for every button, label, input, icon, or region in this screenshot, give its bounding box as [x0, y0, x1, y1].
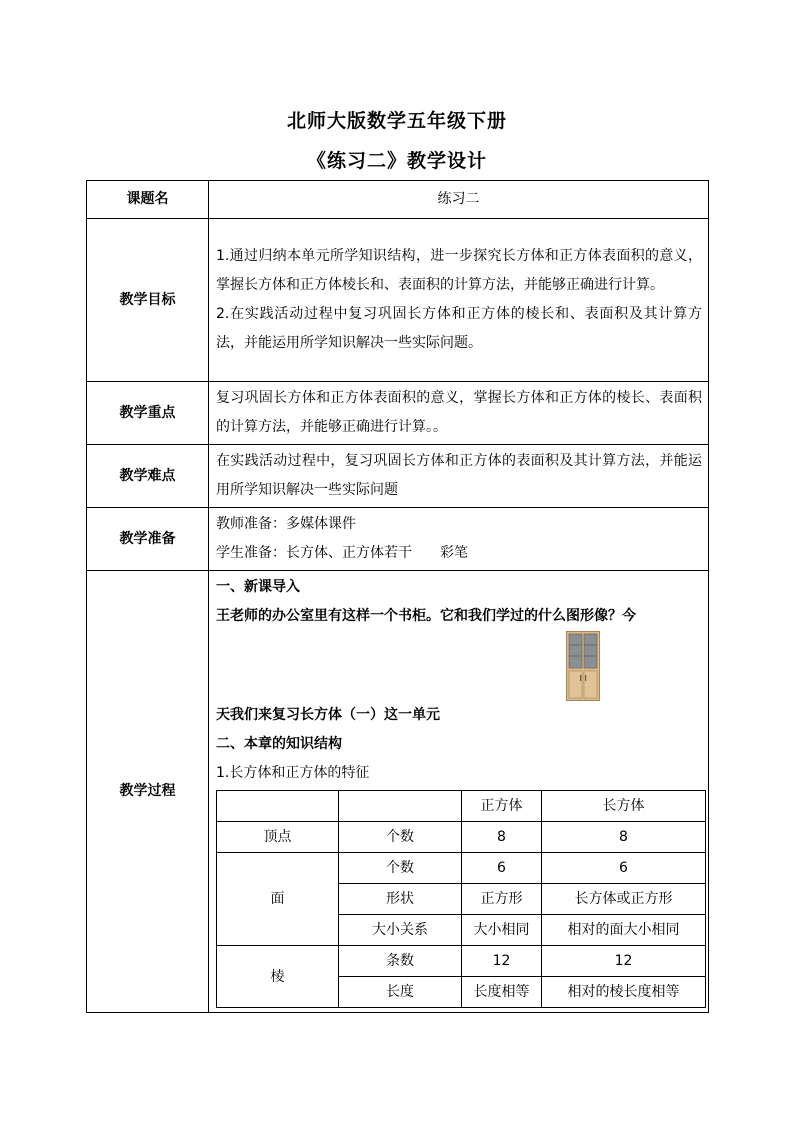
group-cell: 棱 — [217, 946, 339, 1008]
value-cell: 12 — [462, 946, 542, 977]
header-cell — [217, 791, 339, 822]
subsection-heading: 1.长方体和正方体的特征 — [216, 765, 370, 781]
table-row — [87, 508, 709, 571]
goals-content — [209, 219, 709, 382]
section-heading: 二、本章的知识结构 — [216, 736, 342, 752]
difficulties-content: 在实践活动过程中，复习巩固长方体和正方体的表面积及其计算方法，并能运用所学知识解决一些实际问题 — [209, 445, 709, 508]
key-points-label: 教学重点 — [87, 382, 209, 445]
value-cell: 长方体或正方形 — [542, 884, 706, 915]
table-row — [217, 946, 706, 977]
page-subtitle: 《练习二》教学设计 — [306, 150, 487, 172]
preparation-label: 教学准备 — [87, 508, 209, 571]
teacher-preparation: 教师准备：多媒体课件 — [216, 516, 356, 532]
topic-label: 课题名 — [87, 181, 209, 219]
value-cell: 8 — [462, 822, 542, 853]
attr-cell: 个数 — [339, 822, 462, 853]
goal-item: 2.在实践活动过程中复习巩固长方体和正方体的棱长和、表面积及其计算方法，并能运用所学知识解决一些实际问题。 — [216, 306, 702, 351]
group-cell: 面 — [217, 853, 339, 946]
page-title: 北师大版数学五年级下册 — [286, 110, 507, 132]
value-cell: 6 — [542, 853, 706, 884]
header-cell — [339, 791, 462, 822]
attr-cell: 个数 — [339, 853, 462, 884]
table-row — [87, 571, 709, 1013]
preparation-content — [209, 508, 709, 571]
bookcase-image — [566, 631, 600, 701]
process-label: 教学过程 — [87, 571, 209, 1013]
attr-cell: 长度 — [339, 977, 462, 1008]
value-cell: 相对的面大小相同 — [542, 915, 706, 946]
header-cell: 长方体 — [542, 791, 706, 822]
attr-cell: 形状 — [339, 884, 462, 915]
value-cell: 8 — [542, 822, 706, 853]
value-cell: 长度相等 — [462, 977, 542, 1008]
value-cell: 6 — [462, 853, 542, 884]
attr-cell: 大小关系 — [339, 915, 462, 946]
table-row — [87, 219, 709, 382]
difficulties-label: 教学难点 — [87, 445, 209, 508]
intro-text: 王老师的办公室里有这样一个书柜。它和我们学过的什么图形像？今 — [216, 608, 636, 624]
process-content — [209, 571, 709, 1013]
table-row — [87, 382, 709, 445]
value-cell: 正方形 — [462, 884, 542, 915]
value-cell: 大小相同 — [462, 915, 542, 946]
value-cell: 相对的棱长度相等 — [542, 977, 706, 1008]
table-row — [217, 822, 706, 853]
key-points-content: 复习巩固长方体和正方体表面积的意义，掌握长方体和正方体的棱长、表面积的计算方法，并能够正确进行计算。。 — [209, 382, 709, 445]
header-cell: 正方体 — [462, 791, 542, 822]
group-cell: 顶点 — [217, 822, 339, 853]
table-row — [87, 445, 709, 508]
topic-value: 练习二 — [209, 181, 709, 219]
value-cell: 12 — [542, 946, 706, 977]
feature-table — [216, 790, 706, 1008]
table-row — [87, 181, 709, 219]
lesson-plan-table — [86, 180, 709, 1013]
attr-cell: 条数 — [339, 946, 462, 977]
goal-item: 1.通过归纳本单元所学知识结构，进一步探究长方体和正方体表面积的意义，掌握长方体和正方体棱长和、表面积的计算方法，并能够正确进行计算。 — [216, 248, 702, 293]
student-preparation: 学生准备：长方体、正方体若干 彩笔 — [216, 545, 468, 561]
table-row — [217, 791, 706, 822]
table-row — [217, 853, 706, 884]
intro-text: 天我们来复习长方体（一）这一单元 — [216, 707, 440, 723]
section-heading: 一、新课导入 — [216, 579, 300, 595]
goals-label: 教学目标 — [87, 219, 209, 382]
